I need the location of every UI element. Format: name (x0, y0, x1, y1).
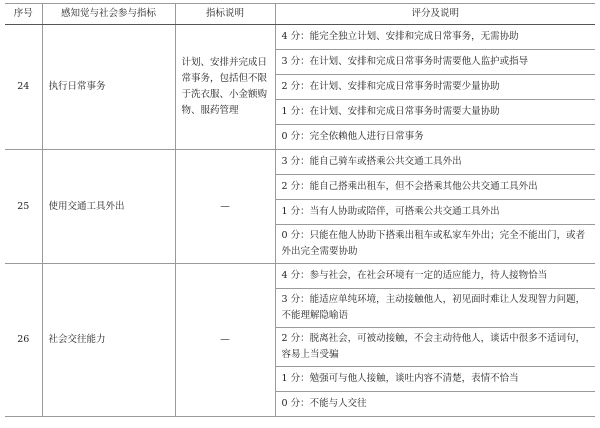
indicator-description: — (175, 150, 275, 264)
header-item: 感知觉与社会参与指标 (42, 4, 175, 25)
score-option: 3 分：在计划、安排和完成日常事务时需要他人监护或指导 (275, 50, 595, 75)
assessment-table-container (5, 3, 595, 417)
score-option: 0 分：只能在他人协助下搭乘出租车或私家车外出；完全不能出门，或者外出完全需要协助 (275, 225, 595, 264)
row-number: 24 (5, 25, 42, 150)
score-option: 2 分：脱离社会，可被动接触，不会主动待他人，谈话中很多不适词句，容易上当受骗 (275, 328, 595, 367)
score-option: 3 分：能自己骑车或搭乘公共交通工具外出 (275, 150, 595, 175)
score-option: 0 分：不能与人交往 (275, 392, 595, 417)
table-row (5, 150, 595, 175)
indicator-name: 使用交通工具外出 (42, 150, 175, 264)
indicator-name: 执行日常事务 (42, 25, 175, 150)
score-option: 1 分：在计划、安排和完成日常事务时需要大量协助 (275, 100, 595, 125)
header-row (5, 4, 595, 25)
header-score: 评分及说明 (275, 4, 595, 25)
indicator-description: 计划、安排并完成日常事务，包括但不限于洗衣服、小金额购物、服药管理 (175, 25, 275, 150)
indicator-description: — (175, 264, 275, 417)
table-row (5, 25, 595, 50)
assessment-table (5, 3, 595, 417)
score-option: 3 分：能适应单纯环境，主动接触他人，初见面时难让人发现智力问题，不能理解隐喻语 (275, 289, 595, 328)
header-desc: 指标说明 (175, 4, 275, 25)
score-option: 0 分：完全依赖他人进行日常事务 (275, 125, 595, 150)
score-option: 4 分：参与社会，在社会环境有一定的适应能力，待人接物恰当 (275, 264, 595, 289)
row-number: 25 (5, 150, 42, 264)
header-no: 序号 (5, 4, 42, 25)
table-row (5, 264, 595, 289)
score-option: 1 分：勉强可与他人接触，谈吐内容不清楚，表情不恰当 (275, 367, 595, 392)
row-number: 26 (5, 264, 42, 417)
score-option: 1 分：当有人协助或陪伴，可搭乘公共交通工具外出 (275, 200, 595, 225)
score-option: 2 分：能自己搭乘出租车，但不会搭乘其他公共交通工具外出 (275, 175, 595, 200)
score-option: 2 分：在计划、安排和完成日常事务时需要少量协助 (275, 75, 595, 100)
indicator-name: 社会交往能力 (42, 264, 175, 417)
score-option: 4 分：能完全独立计划、安排和完成日常事务，无需协助 (275, 25, 595, 50)
